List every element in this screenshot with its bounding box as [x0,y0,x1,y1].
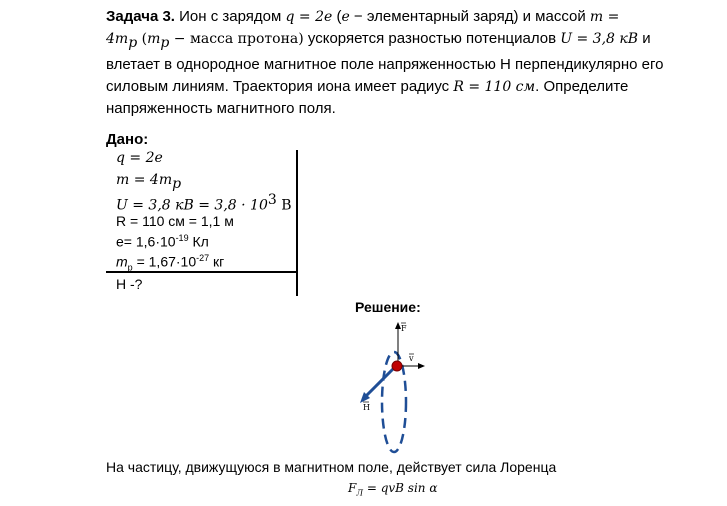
problem-statement: Задача 3. Ион с зарядом q = 2e (e − элементарный заряд) и массой m = $4m_p$ ($m_p$ − масса протона) ускоряется разностью потенциалов U = 3,8 кВ и влетает в однородное магнитное поле напряженностью Н перпендикулярно его силовым линиям. Траектория иона имеет радиус R = 110 см. Определите напряженность магнитного поля. [106,8,664,117]
force-diagram [338,318,448,463]
label-F: F [401,324,407,333]
given-mp: $m_p = 1,67\cdot 10^{-27}$ кг [116,253,225,273]
lorentz-sentence: На частицу, движущуюся в магнитном поле, действует сила Лоренца [106,459,557,475]
given-heading: Дано: [106,131,149,148]
solution-heading: Решение: [355,299,421,315]
find-H: Н -? [116,276,143,292]
given-table [106,150,300,298]
lorentz-formula: $F_Л$ = qvB sin α [348,481,438,498]
force-diagram-svg [338,318,448,458]
given-U: U = 3,8 кВ = $3,8 \cdot 10^3$ В [116,192,292,214]
given-e: $e= 1,6\cdot 10^{-19}$ Кл [116,233,209,250]
given-q: q = 2e [116,150,163,166]
given-divider-vertical [296,150,298,296]
ion-particle [392,361,402,371]
velocity-arrowhead [418,363,425,369]
field-arrow [364,368,394,398]
label-v: v [409,354,414,363]
problem-title: Задача 3. [106,8,175,25]
given-m: $m = 4m_p$ [116,172,182,192]
label-H: H [363,403,370,412]
given-R: R = 110 см = 1,1 м [116,213,234,229]
